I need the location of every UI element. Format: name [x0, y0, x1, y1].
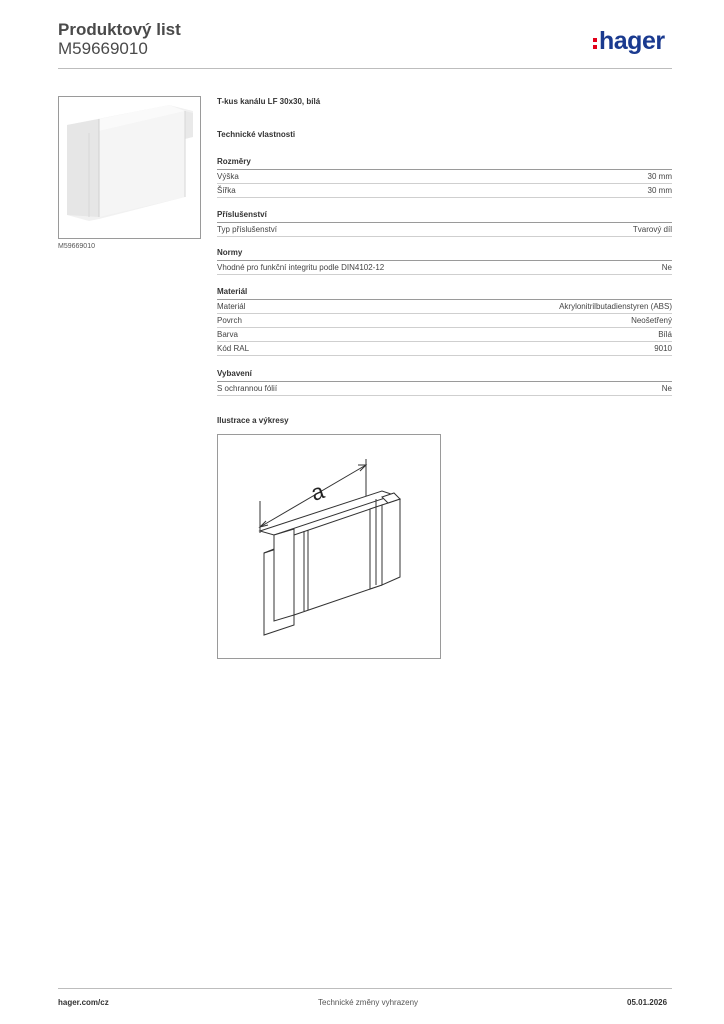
hager-logo: [593, 27, 665, 56]
t-piece-drawing-icon: [218, 435, 440, 658]
row-label: Výška: [217, 172, 239, 181]
footer-website-link[interactable]: hager.com/cz: [58, 998, 109, 1007]
footer-notice: Technické změny vyhrazeny: [318, 998, 419, 1007]
product-image: [58, 96, 201, 239]
logo-text: hager: [599, 27, 665, 55]
row-label: Šířka: [217, 186, 236, 195]
row-label: Povrch: [217, 316, 242, 325]
row-label: Materiál: [217, 302, 246, 311]
row-value: Ne: [661, 384, 672, 393]
table-row: [217, 223, 672, 237]
technical-drawing: [217, 434, 441, 659]
section-dimensions: [217, 156, 672, 198]
dimension-label: a: [307, 478, 328, 506]
section-material: [217, 286, 672, 356]
row-label: S ochrannou fólií: [217, 384, 278, 393]
logo-colon-icon: [593, 35, 597, 49]
table-row: [217, 300, 672, 314]
product-name: T-kus kanálu LF 30x30, bílá: [217, 97, 321, 106]
row-label: Typ příslušenství: [217, 225, 278, 234]
row-value: Tvarový díl: [632, 225, 672, 234]
header-divider: [58, 68, 672, 69]
section-standards: [217, 247, 672, 275]
row-value: 9010: [654, 344, 672, 353]
table-row: [217, 184, 672, 198]
t-piece-photo-icon: [59, 97, 200, 238]
image-caption: M59669010: [58, 243, 95, 250]
illustrations-title: Ilustrace a výkresy: [217, 416, 289, 425]
product-code: M59669010: [58, 39, 148, 58]
section-equipment: [217, 368, 672, 396]
section-title: Rozměry: [217, 156, 672, 170]
section-title: Vybavení: [217, 368, 672, 382]
page-title: Produktový list: [58, 20, 181, 39]
table-row: [217, 382, 672, 396]
table-row: [217, 170, 672, 184]
section-title: Materiál: [217, 286, 672, 300]
row-value: Neošetřený: [631, 316, 672, 325]
section-title: Normy: [217, 247, 672, 261]
table-row: [217, 342, 672, 356]
section-accessories: [217, 209, 672, 237]
row-value: 30 mm: [647, 186, 672, 195]
row-value: 30 mm: [647, 172, 672, 181]
footer-date: 05.01.2026: [627, 998, 668, 1007]
row-label: Barva: [217, 330, 238, 339]
table-row: [217, 314, 672, 328]
footer-divider: [58, 988, 672, 989]
table-row: [217, 261, 672, 275]
row-value: Bílá: [658, 330, 672, 339]
section-title: Příslušenství: [217, 209, 672, 223]
table-row: [217, 328, 672, 342]
row-label: Kód RAL: [217, 344, 250, 353]
row-value: Ne: [661, 263, 672, 272]
row-value: Akrylonitrilbutadienstyren (ABS): [559, 302, 672, 311]
tech-properties-title: Technické vlastnosti: [217, 130, 296, 139]
row-label: Vhodné pro funkční integritu podle DIN4102-12: [217, 263, 385, 272]
